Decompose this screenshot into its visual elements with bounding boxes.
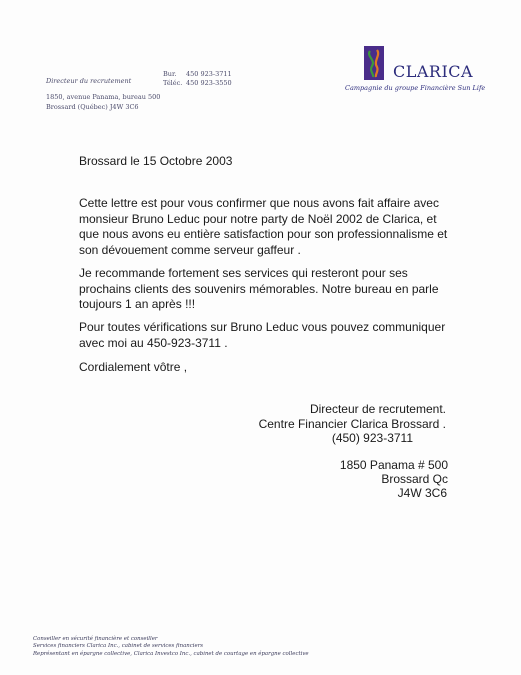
- clarica-logo-icon: [364, 46, 384, 80]
- address-postal: J4W 3C6: [397, 486, 447, 500]
- address-city: Brossard Qc: [381, 472, 448, 486]
- fax-label: Téléc.: [163, 79, 183, 87]
- paragraph-1-line: Cette lettre est pour vous confirmer que nous avons fait affaire avec: [79, 196, 439, 210]
- footer-disclaimer: [33, 636, 309, 658]
- signature-office: Centre Financier Clarica Brossard .: [258, 417, 446, 431]
- fax-value: 450 923-3550: [186, 79, 232, 87]
- paragraph-1-line: son dévouement comme serveur gaffeur .: [79, 242, 301, 257]
- phone-value: 450 923-3711: [186, 70, 232, 78]
- signature-title: Directeur de recrutement.: [309, 402, 446, 416]
- paragraph-3: [79, 320, 445, 351]
- paragraph-3-line: avec moi au 450-923-3711 .: [79, 335, 228, 350]
- letterhead-contact: [163, 70, 232, 88]
- paragraph-2-line: prochains clients des souvenirs mémorables. Notre bureau en parle: [79, 281, 439, 296]
- paragraph-3-line: Pour toutes vérifications sur Bruno Leduc vous pouvez communiquer: [79, 320, 446, 334]
- paragraph-2: [79, 266, 439, 313]
- footer-line: Conseiller en sécurité financière et conseiller: [33, 636, 158, 642]
- paragraph-2-line: Je recommande fortement ses services qui resteront pour ses: [79, 266, 408, 280]
- letterhead-address: [46, 92, 160, 112]
- phone-label: Bur.: [163, 70, 177, 78]
- closing-line: Cordialement vôtre ,: [79, 360, 188, 374]
- letterhead-fax: [163, 79, 232, 88]
- signature-phone: (450) 923-3711: [331, 431, 413, 445]
- letterhead-department: Directeur du recrutement: [46, 77, 132, 85]
- address-street: 1850 Panama # 500: [339, 458, 448, 472]
- letterhead-address-line2: Brossard (Québec) J4W 3C6: [46, 103, 139, 111]
- letterhead-phone: [163, 70, 232, 79]
- date-line: Brossard le 15 Octobre 2003: [79, 154, 233, 168]
- paragraph-2-line: toujours 1 an après !!!: [79, 297, 196, 312]
- footer-line: Services financiers Clarica Inc., cabinet de services financiers: [33, 643, 204, 650]
- footer-line: Représentant en épargne collective, Clarica Investco Inc., cabinet de courtage en épargne collective: [33, 650, 309, 657]
- logo-tagline: Campagnie du groupe Financière Sun Life: [345, 84, 486, 92]
- paragraph-1-line: que nous avons eu entière satisfaction pour son professionnalisme et: [79, 227, 448, 242]
- paragraph-1-line: monsieur Bruno Leduc pour notre party de Noël 2002 de Clarica, et: [79, 211, 437, 226]
- paragraph-1: [79, 196, 447, 258]
- logo-wordmark: CLARICA: [393, 62, 474, 81]
- letterhead-address-line1: 1850, avenue Panama, bureau 500: [46, 93, 161, 101]
